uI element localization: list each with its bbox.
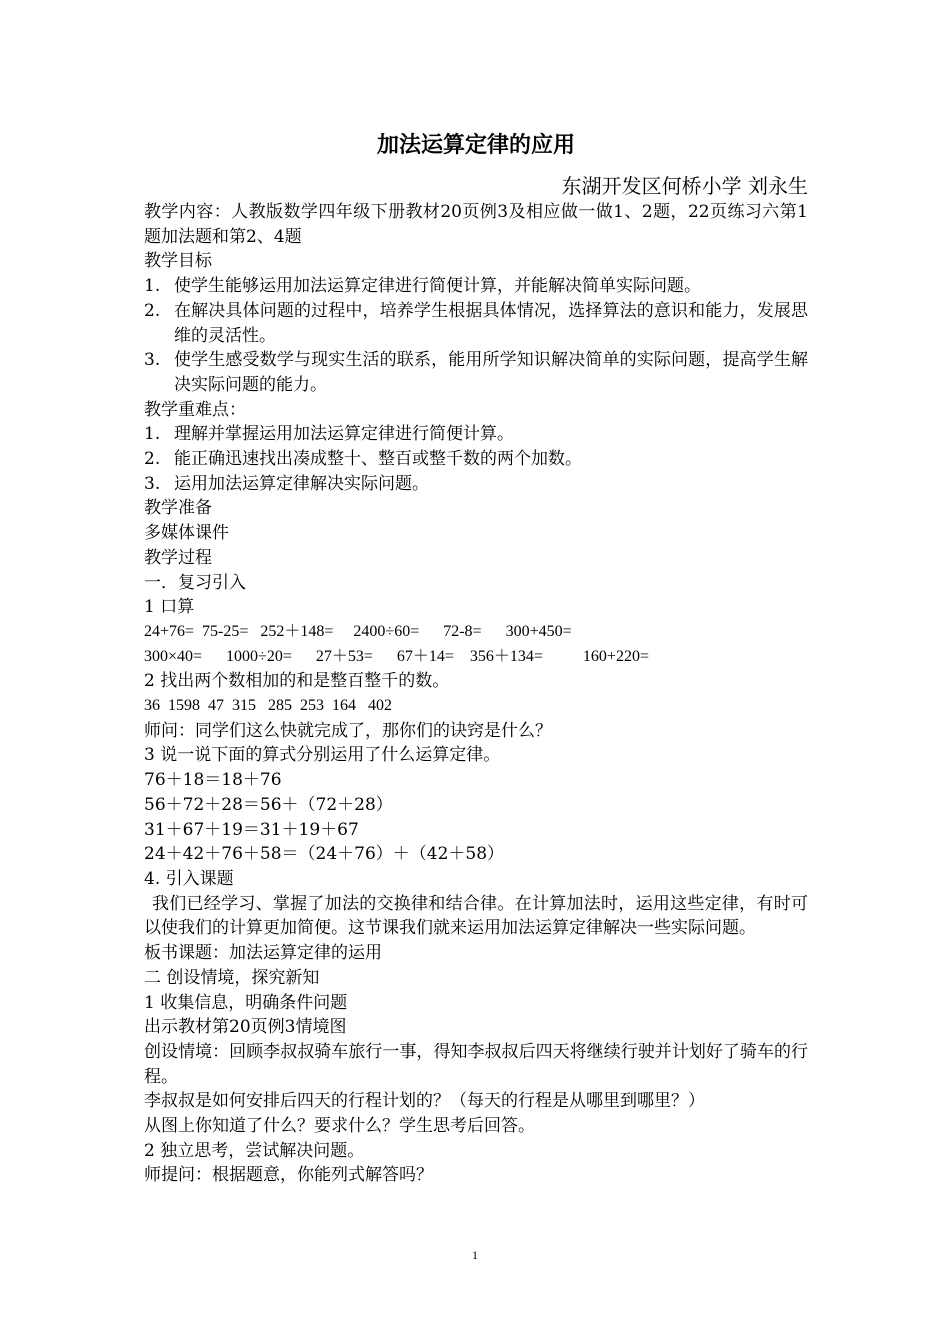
document-author: 东湖开发区何桥小学 刘永生 — [561, 174, 808, 198]
oral-calc-line-2: 300×40= 1000÷20= 27＋53= 67＋14= 356＋134= 160+220= — [144, 647, 649, 665]
teacher-question-1: 师问：同学们这么快就完成了，那你们的诀窍是什么？ — [144, 720, 552, 741]
find-heading: 2 找出两个数相加的和是整百整千的数。 — [144, 671, 450, 692]
intro-heading: 4. 引入课题 — [144, 868, 234, 889]
think-heading: 2 独立思考，尝试解决问题。 — [144, 1140, 365, 1161]
goal-text: 使学生能够运用加法运算定律进行简便计算，并能解决简单实际问题。 — [174, 276, 701, 297]
key-point-item-1 — [144, 422, 808, 447]
equation-2: 56＋72＋28＝56＋（72＋28） — [144, 794, 393, 815]
document-body — [144, 128, 808, 1188]
page-number: 1 — [472, 1248, 478, 1262]
goal-item-1 — [144, 274, 808, 299]
key-point-text: 理解并掌握运用加法运算定律进行简便计算。 — [174, 424, 514, 445]
prep-item: 多媒体课件 — [144, 523, 229, 544]
key-point-number: 2. — [144, 449, 161, 470]
goal-number: 2. — [144, 300, 161, 321]
equation-4: 24＋42＋76＋58＝（24＋76）＋（42＋58） — [144, 844, 505, 865]
section-explore: 二 创设情境，探究新知 — [144, 967, 320, 988]
section-review: 一．复习引入 — [144, 572, 246, 593]
say-heading: 3 说一说下面的算式分别运用了什么运算定律。 — [144, 745, 501, 766]
collect-heading: 1 收集信息，明确条件问题 — [144, 992, 348, 1013]
process-heading: 教学过程 — [144, 547, 212, 568]
goal-item-2 — [144, 299, 808, 348]
equation-3: 31＋67＋19＝31＋19＋67 — [144, 819, 359, 840]
goal-number: 1. — [144, 276, 161, 297]
goal-text: 在解决具体问题的过程中，培养学生根据具体情况，选择算法的意识和能力，发展思维的灵活性。 — [174, 300, 808, 346]
key-point-text: 运用加法运算定律解决实际问题。 — [174, 473, 429, 494]
document-title: 加法运算定律的应用 — [376, 132, 575, 158]
question-plan: 李叔叔是如何安排后四天的行程计划的？（每天的行程是从哪里到哪里？） — [144, 1091, 705, 1112]
key-point-item-2 — [144, 447, 808, 472]
show-text: 出示教材第20页例3情境图 — [144, 1017, 347, 1038]
key-point-item-3 — [144, 472, 808, 497]
question-know: 从图上你知道了什么？要求什么？学生思考后回答。 — [144, 1116, 535, 1137]
teaching-content: 教学内容：人教版数学四年级下册教材20页例3及相应做一做1、2题，22页练习六第1题加法题和第2、4题 — [144, 202, 808, 247]
goals-heading: 教学目标 — [144, 251, 212, 272]
teacher-question-2: 师提问：根据题意，你能列式解答吗？ — [144, 1165, 433, 1186]
oral-calc-heading: 1 口算 — [144, 597, 195, 618]
key-point-number: 3. — [144, 473, 161, 494]
oral-calc-line-1: 24+76= 75-25= 252＋148= 2400÷60= 72-8= 300+450= — [144, 622, 572, 640]
goal-number: 3. — [144, 350, 161, 371]
goal-item-3 — [144, 348, 808, 397]
prep-heading: 教学准备 — [144, 498, 212, 519]
key-point-text: 能正确迅速找出凑成整十、整百或整千数的两个加数。 — [174, 449, 582, 470]
find-numbers: 36 1598 47 315 285 253 164 402 — [144, 697, 392, 715]
situation-text: 创设情境：回顾李叔叔骑车旅行一事，得知李叔叔后四天将继续行驶并计划好了骑车的行程。 — [144, 1041, 808, 1087]
intro-paragraph: 我们已经学习、掌握了加法的交换律和结合律。在计算加法时，运用这些定律，有时可以使我们的计算更加简便。这节课我们就来运用加法运算定律解决一些实际问题。 — [144, 893, 808, 939]
key-point-number: 1. — [144, 424, 161, 445]
board-title: 板书课题：加法运算定律的运用 — [144, 943, 382, 964]
equation-1: 76＋18＝18＋76 — [144, 770, 282, 791]
goal-text: 使学生感受数学与现实生活的联系，能用所学知识解决简单的实际问题，提高学生解决实际问题的能力。 — [174, 350, 808, 395]
key-points-heading: 教学重难点： — [144, 399, 246, 420]
